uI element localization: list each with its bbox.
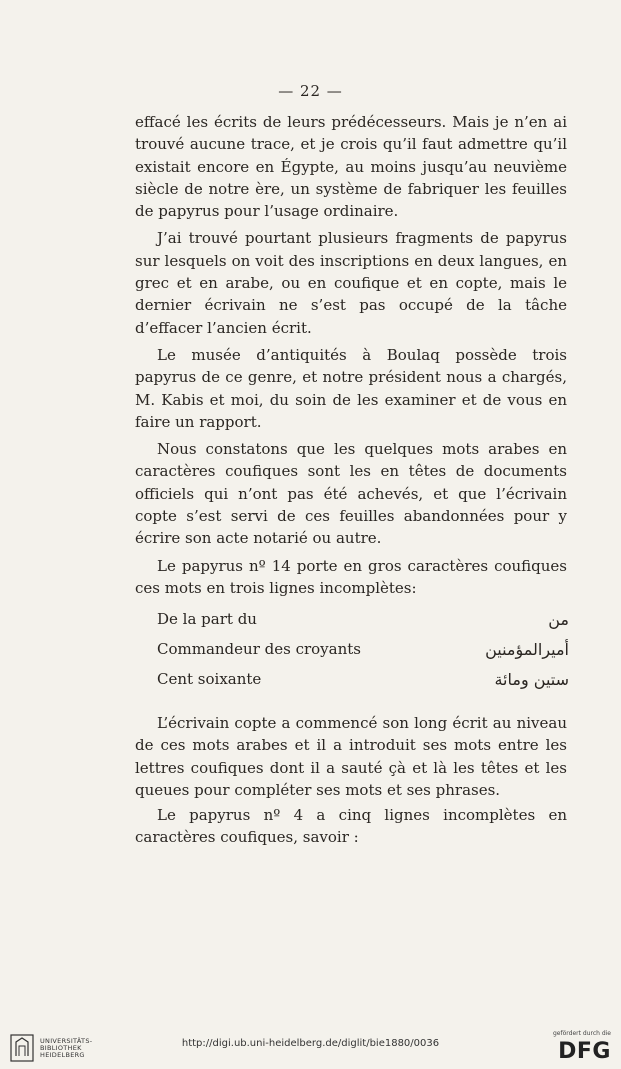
- paragraph: effacé les écrits de leurs prédécesseurs. Mais je n’en ai trouvé aucune trace, et je crois qu’il faut admettre qu’il existait encore en Égypte, au moins jusqu’au neuvième siècle de notre ère, un système de fabriquer les feuilles de papyrus pour l’usage ordinaire.: [135, 113, 567, 221]
- french-translation: De la part du: [157, 610, 257, 628]
- page-number: — 22 —: [278, 82, 343, 100]
- dfg-logo: DFG: [558, 1039, 611, 1064]
- arabic-text: ستين ومائة: [494, 669, 569, 689]
- paragraph: Le papyrus nº 4 a cinq lignes incomplètes en caractères coufiques, savoir :: [135, 806, 567, 847]
- paragraph: L’écrivain copte a commencé son long écrit au niveau de ces mots arabes et il a introduit ses mots entre les lettres coufiques dont il a sauté çà et là les têtes et les queues pour compléter ses mots et ses phrases.: [135, 714, 567, 799]
- paragraph: Le papyrus nº 14 porte en gros caractères coufiques ces mots en trois lignes incomplètes:: [135, 556, 567, 597]
- permalink[interactable]: http://digi.ub.uni-heidelberg.de/diglit/bie1880/0036: [181, 1038, 440, 1049]
- french-translation: Commandeur des croyants: [157, 640, 361, 658]
- arabic-text: من: [548, 609, 569, 629]
- arabic-text: أميرالمؤمنين: [485, 639, 569, 659]
- university-line: HEIDELBERG: [40, 1051, 85, 1059]
- funding-note: gefördert durch die: [553, 1030, 611, 1037]
- university-line: UNIVERSITÄTS-: [40, 1037, 93, 1045]
- paragraph: J’ai trouvé pourtant plusieurs fragments de papyrus sur lesquels on voit des inscriptions en deux langues, en grec et en arabe, ou en coufique et en copte, mais le dernier écrivain ne s’est pas occupé de la tâche d’effacer l’ancien écrit.: [135, 229, 567, 337]
- inscription-row: [157, 664, 569, 694]
- paragraph: Le musée d’antiquités à Boulaq possède trois papyrus de ce genre, et notre président nous a chargés, M. Kabis et moi, du soin de les examiner et de vous en faire un rapport.: [135, 345, 567, 431]
- inscription-row: [157, 634, 569, 664]
- university-line: BIBLIOTHEK: [40, 1044, 82, 1052]
- body-text-bottom: [135, 712, 567, 852]
- arabic-inscription-list: [157, 604, 569, 694]
- paragraph: Nous constatons que les quelques mots arabes en caractères coufiques sont les en têtes de documents officiels qui n’ont pas été achevés, et que l’écrivain copte s’est servi de ces feuilles abandonnées pour y écrire son acte notarié ou autre.: [135, 440, 567, 548]
- body-text-top: [135, 111, 567, 604]
- french-translation: Cent soixante: [157, 670, 262, 688]
- viewer-footer: [0, 1028, 621, 1069]
- inscription-row: [157, 604, 569, 634]
